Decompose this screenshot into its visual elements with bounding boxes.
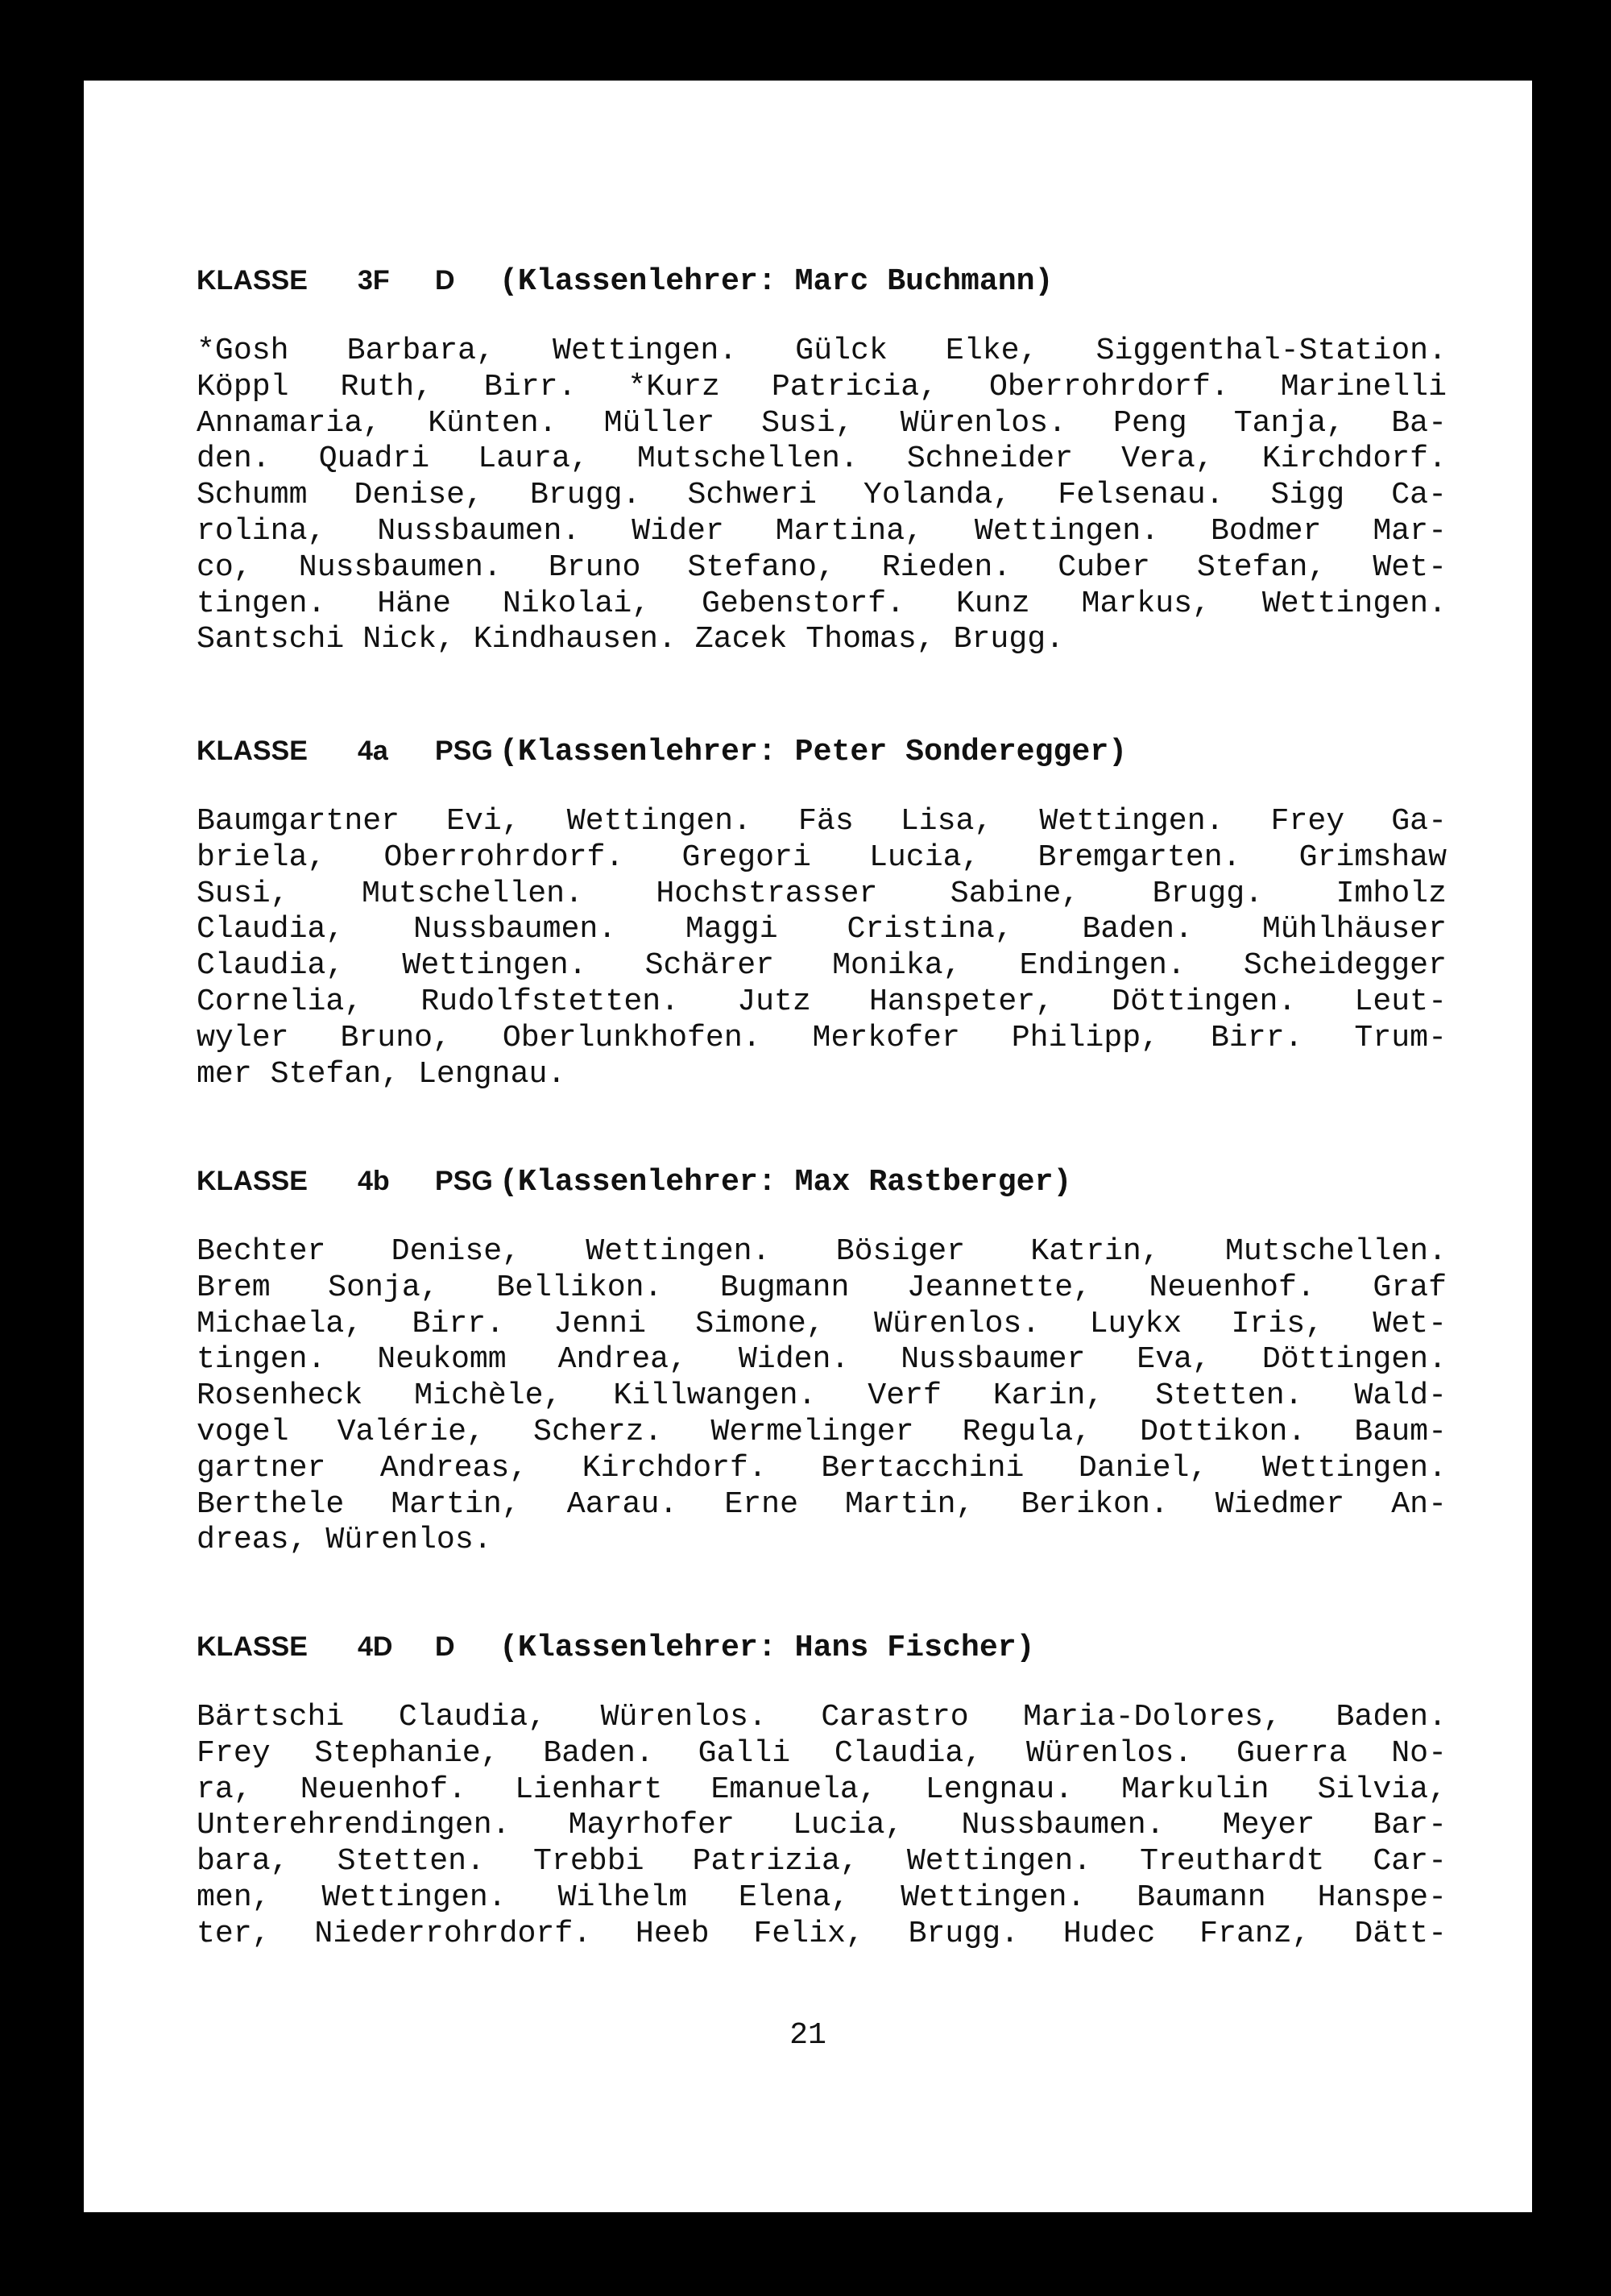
class-heading xyxy=(197,728,1447,773)
text-line: Annamaria, Künten. Müller Susi, Würenlos. Peng Tanja, Ba- xyxy=(197,405,1447,441)
text-line: *Gosh Barbara, Wettingen. Gülck Elke, Siggenthal-Station. xyxy=(197,334,1447,368)
text-line: vogel Valérie, Scherz. Wermelinger Regula, Dottikon. Baum- xyxy=(197,1414,1447,1449)
class-number: 4D xyxy=(358,1631,393,1662)
text-line: bara, Stetten. Trebbi Patrizia, Wettingen. Treuthardt Car- xyxy=(197,1844,1447,1879)
text-line: Schumm Denise, Brugg. Schweri Yolanda, Felsenau. Sigg Ca- xyxy=(197,478,1447,513)
text-line: rolina, Nussbaumen. Wider Martina, Wettingen. Bodmer Mar- xyxy=(197,513,1447,549)
class-type: D xyxy=(435,1631,455,1662)
text-line: den. Quadri Laura, Mutschellen. Schneider Vera, Kirchdorf. xyxy=(197,441,1447,477)
class-keyword: KLASSE xyxy=(197,1631,308,1662)
text-line: Cornelia, Rudolfstetten. Jutz Hanspeter, Döttingen. Leut- xyxy=(197,984,1447,1019)
text-line: wyler Bruno, Oberlunkhofen. Merkofer Philipp, Birr. Trum- xyxy=(197,1020,1447,1055)
class-type: PSG xyxy=(435,736,493,766)
text-line: dreas, Würenlos. xyxy=(197,1523,492,1558)
text-line: Frey Stephanie, Baden. Galli Claudia, Würenlos. Guerra No- xyxy=(197,1735,1447,1771)
class-teacher: (Klassenlehrer: Marc Buchmann) xyxy=(499,264,1054,299)
text-line: tingen. Neukomm Andrea, Widen. Nussbaumer Eva, Döttingen. xyxy=(197,1342,1447,1378)
class-teacher: (Klassenlehrer: Peter Sonderegger) xyxy=(499,735,1128,769)
class-number: 3F xyxy=(358,265,390,296)
class-teacher: (Klassenlehrer: Max Rastberger) xyxy=(499,1165,1072,1200)
class-heading xyxy=(197,1624,1447,1669)
text-line: Claudia, Wettingen. Schärer Monika, Endingen. Scheidegger xyxy=(197,948,1447,984)
class-teacher: (Klassenlehrer: Hans Fischer) xyxy=(499,1631,1035,1665)
text-line: Baumgartner Evi, Wettingen. Fäs Lisa, Wettingen. Frey Ga- xyxy=(197,804,1447,839)
class-keyword: KLASSE xyxy=(197,736,308,766)
text-line: Berthele Martin, Aarau. Erne Martin, Berikon. Wiedmer An- xyxy=(197,1486,1447,1522)
text-line: ra, Neuenhof. Lienhart Emanuela, Lengnau. Markulin Silvia, xyxy=(197,1772,1447,1807)
text-line: tingen. Häne Nikolai, Gebenstorf. Kunz Markus, Wettingen. xyxy=(197,586,1447,621)
text-line: Bechter Denise, Wettingen. Bösiger Katrin, Mutschellen. xyxy=(197,1234,1447,1269)
text-line: Michaela, Birr. Jenni Simone, Würenlos. Luykx Iris, Wet- xyxy=(197,1306,1447,1341)
text-line: Köppl Ruth, Birr. *Kurz Patricia, Oberrohrdorf. Marinelli xyxy=(197,369,1447,404)
text-line: briela, Oberrohrdorf. Gregori Lucia, Bremgarten. Grimshaw xyxy=(197,839,1447,875)
class-section-3f xyxy=(197,258,1447,658)
text-line: Claudia, Nussbaumen. Maggi Cristina, Baden. Mühlhäuser xyxy=(197,912,1447,947)
student-list xyxy=(197,804,1447,1092)
class-keyword: KLASSE xyxy=(197,265,308,296)
student-list xyxy=(197,1234,1447,1559)
text-line: men, Wettingen. Wilhelm Elena, Wettingen. Baumann Hanspe- xyxy=(197,1879,1447,1915)
class-section-4a xyxy=(197,728,1447,1092)
class-section-4b xyxy=(197,1158,1447,1559)
page-number: 21 xyxy=(789,2018,826,2053)
student-list xyxy=(197,1700,1447,1953)
text-line: co, Nussbaumen. Bruno Stefano, Rieden. Cuber Stefan, Wet- xyxy=(197,549,1447,585)
text-line: Rosenheck Michèle, Killwangen. Verf Karin, Stetten. Wald- xyxy=(197,1378,1447,1414)
class-section-4d xyxy=(197,1624,1447,1953)
text-line: gartner Andreas, Kirchdorf. Bertacchini Daniel, Wettingen. xyxy=(197,1450,1447,1486)
student-list xyxy=(197,334,1447,658)
text-line: Bärtschi Claudia, Würenlos. Carastro Maria-Dolores, Baden. xyxy=(197,1700,1447,1734)
text-line: Unterehrendingen. Mayrhofer Lucia, Nussbaumen. Meyer Bar- xyxy=(197,1808,1447,1843)
text-line: Santschi Nick, Kindhausen. Zacek Thomas, Brugg. xyxy=(197,622,1065,657)
text-line: ter, Niederrohrdorf. Heeb Felix, Brugg. Hudec Franz, Dätt- xyxy=(197,1916,1447,1951)
class-heading xyxy=(197,258,1447,303)
text-line: mer Stefan, Lengnau. xyxy=(197,1056,566,1092)
text-line: Susi, Mutschellen. Hochstrasser Sabine, Brugg. Imholz xyxy=(197,876,1447,911)
class-number: 4b xyxy=(358,1166,390,1196)
class-type: PSG xyxy=(435,1166,493,1196)
class-number: 4a xyxy=(358,736,388,766)
document-page xyxy=(84,81,1532,2212)
text-line: Brem Sonja, Bellikon. Bugmann Jeannette, Neuenhof. Graf xyxy=(197,1270,1447,1305)
class-heading xyxy=(197,1158,1447,1204)
class-type: D xyxy=(435,265,455,296)
class-keyword: KLASSE xyxy=(197,1166,308,1196)
